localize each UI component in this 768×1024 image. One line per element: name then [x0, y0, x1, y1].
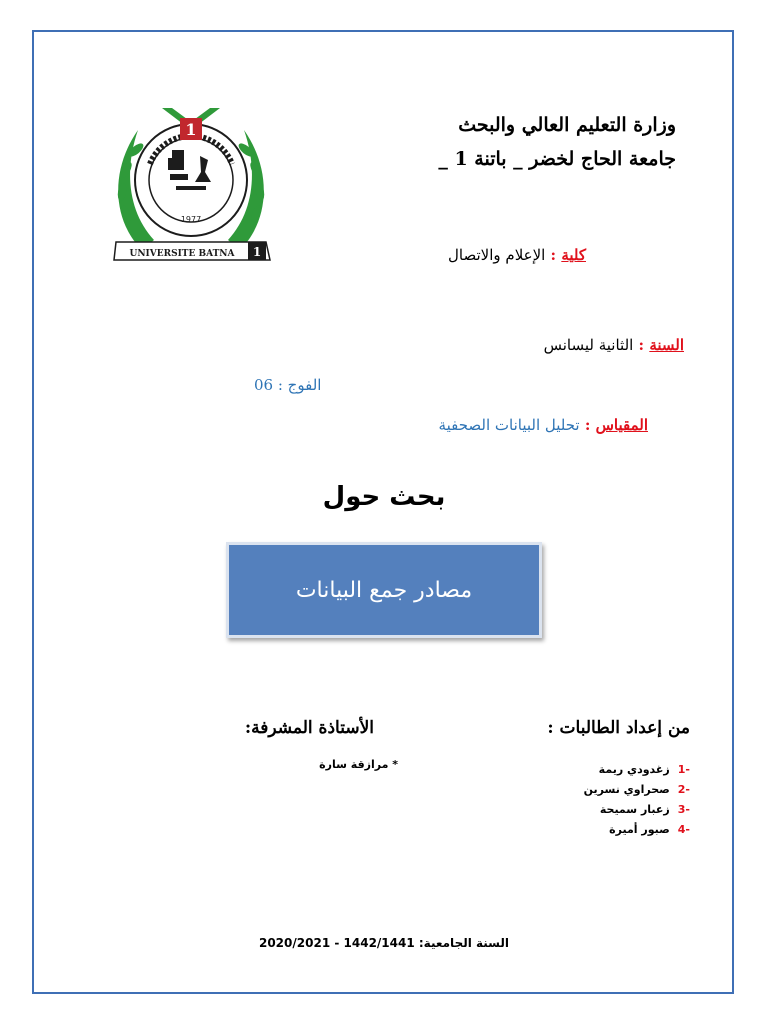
- topic-title: مصادر جمع البيانات: [295, 577, 473, 603]
- module-row: [439, 416, 648, 434]
- faculty-label: كلية: [561, 246, 586, 264]
- list-item: [584, 760, 690, 780]
- students-list: [584, 760, 690, 840]
- module-label: المقياس: [595, 416, 648, 434]
- supervisor-name: * مرازقة سارة: [319, 758, 398, 771]
- module-separator: :: [579, 416, 596, 434]
- list-item: [584, 800, 690, 820]
- prepared-by-heading: من إعداد الطالبات :: [547, 718, 690, 738]
- group-number: الفوج : 06: [254, 376, 322, 394]
- svg-text:1: 1: [252, 245, 262, 259]
- student-number: -4: [677, 823, 690, 836]
- year-label: السنة: [649, 336, 684, 354]
- module-value: تحليل البيانات الصحفية: [438, 416, 580, 434]
- faculty-row: [448, 246, 586, 264]
- year-row: [544, 336, 684, 354]
- academic-year: السنة الجامعية: 1442/1441 - 2020/2021: [258, 936, 510, 950]
- student-number: -1: [677, 763, 690, 776]
- svg-text:UNIVERSITE BATNA: UNIVERSITE BATNA: [129, 249, 235, 259]
- list-item: [584, 820, 690, 840]
- research-title: بحث حول: [322, 482, 446, 512]
- year-separator: :: [633, 336, 650, 354]
- student-name: صحراوي نسرين: [583, 783, 670, 796]
- university-logo: [102, 100, 280, 272]
- student-number: -3: [677, 803, 690, 816]
- student-name: زعبار سميحة: [599, 803, 670, 816]
- faculty-separator: :: [545, 246, 562, 264]
- topic-box: [226, 542, 542, 638]
- supervisor-heading: الأستاذة المشرفة:: [244, 718, 374, 738]
- faculty-value: الإعلام والاتصال: [448, 246, 546, 264]
- student-name: زغدودي ريمة: [598, 763, 670, 776]
- year-value: الثانية ليسانس: [543, 336, 634, 354]
- student-name: صبور أميرة: [609, 823, 670, 836]
- university-name: جامعة الحاج لخضر _ باتنة 1 _: [438, 148, 676, 170]
- svg-text:1977: 1977: [180, 215, 202, 224]
- student-number: -2: [677, 783, 690, 796]
- list-item: [584, 780, 690, 800]
- ministry-name: وزارة التعليم العالي والبحث: [458, 114, 676, 136]
- svg-text:1: 1: [185, 120, 197, 139]
